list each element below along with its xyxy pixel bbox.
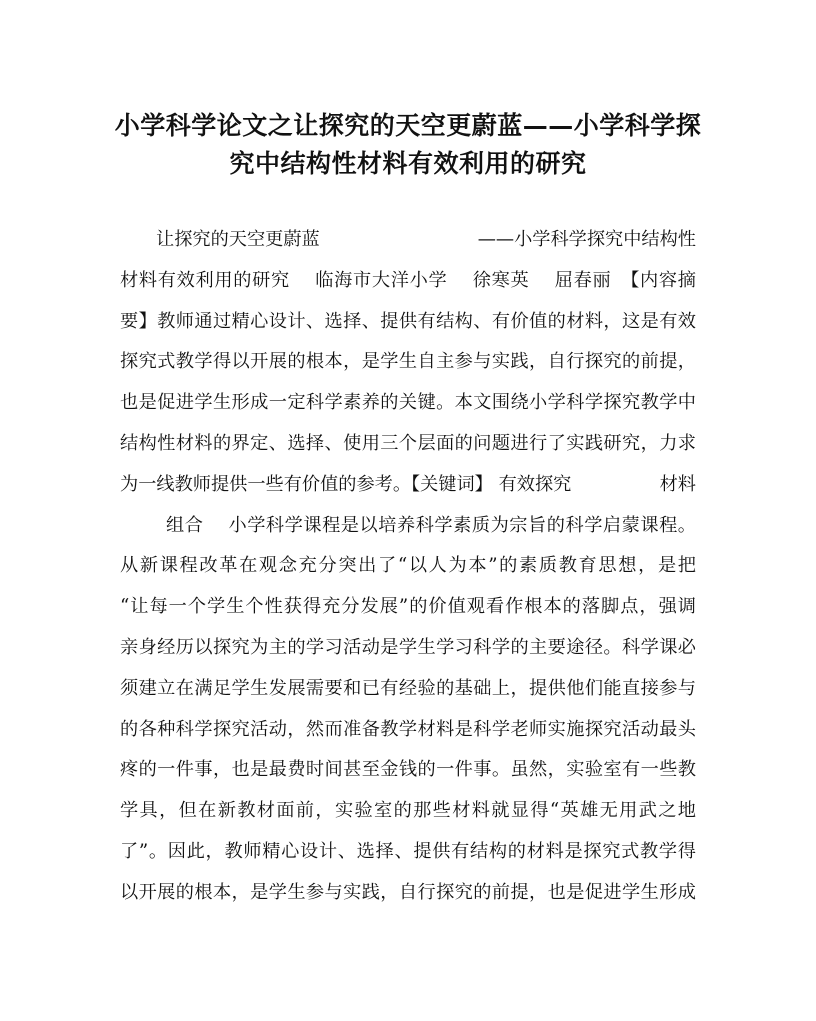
body-line-segment: 材料	[659, 473, 696, 495]
document-title-line-2: 究中结构性材料有效利用的研究	[229, 149, 587, 178]
body-line-segment: ——小学科学探究中结构性	[477, 229, 696, 250]
body-line: 须建立在满足学生发展需要和已有经验的基础上，提供他们能直接参与	[120, 677, 696, 699]
body-line: 组合 小学科学课程是以培养科学素质为宗旨的科学启蒙课程。	[166, 514, 696, 536]
body-line: 学具，但在新教材面前，实验室的那些材料就显得“英雄无用武之地	[120, 800, 696, 822]
body-line: 材料有效利用的研究 临海市大洋小学 徐寒英 屈春丽 【内容摘	[120, 269, 696, 291]
body-line: 探究式教学得以开展的根本，是学生自主参与实践，自行探究的前提，	[120, 351, 696, 373]
body-line	[120, 220, 696, 261]
body-line: 亲身经历以探究为主的学习活动是学生学习科学的主要途径。科学课必	[120, 636, 696, 658]
document-title-line-1: 小学科学论文之让探究的天空更蔚蓝——小学科学探	[114, 111, 702, 140]
body-line: 了”。因此，教师精心设计、选择、提供有结构的材料是探究式教学得	[120, 840, 696, 862]
body-line: 也是促进学生形成一定科学素养的关键。本文围绕小学科学探究教学中	[120, 392, 696, 414]
body-line: 从新课程改革在观念充分突出了“以人为本”的素质教育思想，是把	[120, 555, 696, 577]
body-line: 要】教师通过精心设计、选择、提供有结构、有价值的材料，这是有效	[120, 310, 696, 332]
body-line-segment: 让探究的天空更蔚蓝	[156, 229, 320, 250]
body-line	[120, 465, 696, 506]
document-body	[120, 220, 696, 914]
body-line: 疼的一件事，也是最费时间甚至金钱的一件事。虽然，实验室有一些教	[120, 759, 696, 781]
body-line: 以开展的根本，是学生参与实践，自行探究的前提，也是促进学生形成	[120, 881, 696, 903]
body-line: 结构性材料的界定、选择、使用三个层面的问题进行了实践研究，力求	[120, 432, 696, 454]
body-line: 的各种科学探究活动，然而准备教学材料是科学老师实施探究活动最头	[120, 718, 696, 740]
body-line: “让每一个学生个性获得充分发展”的价值观看作根本的落脚点，强调	[120, 596, 696, 618]
body-line-segment: 为一线教师提供一些有价值的参考。【关键词】 有效探究	[120, 473, 572, 495]
